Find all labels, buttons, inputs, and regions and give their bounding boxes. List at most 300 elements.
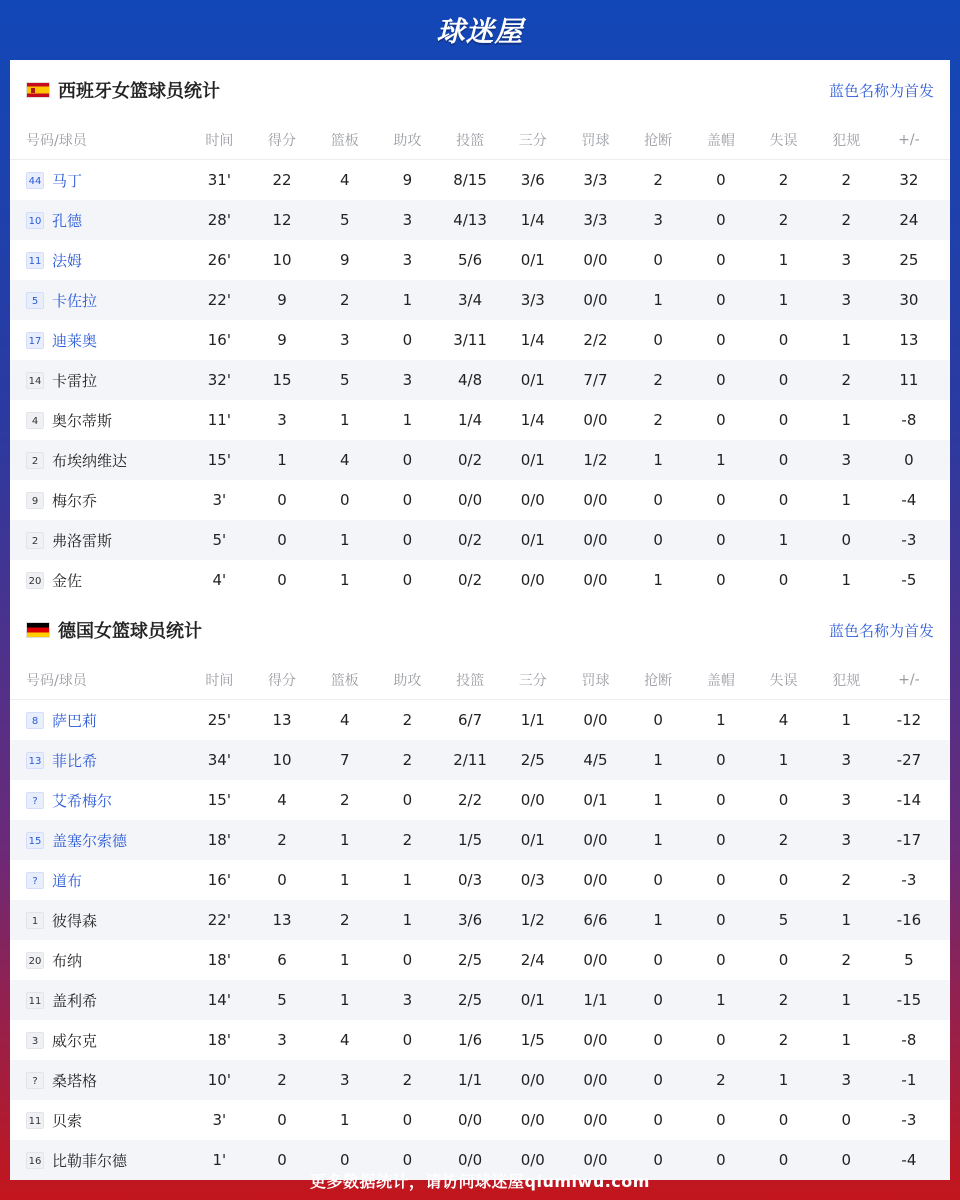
player-cell	[10, 210, 188, 231]
stat-cell: 18'	[207, 1031, 231, 1049]
player-cell	[10, 710, 188, 731]
stat-cell: 1	[653, 831, 663, 849]
column-header[interactable]: 得分	[268, 672, 297, 689]
stat-cell: 5'	[212, 531, 227, 549]
stat-cell: 0	[402, 1151, 413, 1169]
stat-cell: 0	[716, 751, 726, 769]
stat-cell: 1	[778, 531, 789, 549]
player-cell	[10, 410, 188, 431]
stat-cell: 0/0	[520, 1111, 545, 1129]
stat-cell: 0	[277, 871, 287, 889]
stat-cell: 3	[402, 251, 413, 269]
stat-cell: 2/2	[583, 331, 608, 349]
column-header[interactable]: 三分	[518, 672, 547, 689]
stat-cell: 2	[277, 831, 287, 849]
column-header[interactable]: 罚球	[581, 132, 610, 149]
team-header	[10, 600, 950, 660]
player-name[interactable]: 道布	[52, 871, 83, 890]
stat-cell: 0	[778, 331, 789, 349]
jersey-number-badge: 15	[26, 832, 44, 849]
stat-cell: 0	[904, 451, 914, 469]
stat-cell: 0	[778, 871, 789, 889]
stat-cell: 0	[716, 411, 726, 429]
stat-cell: 3	[277, 1031, 287, 1049]
stat-cell: 3	[277, 411, 287, 429]
stat-cell: 0	[653, 871, 663, 889]
stat-cell: 4	[339, 451, 350, 469]
player-cell	[10, 570, 188, 591]
stat-cell: -3	[901, 531, 917, 549]
player-cell	[10, 950, 188, 971]
stat-cell: 15	[272, 371, 292, 389]
stat-cell: 2	[841, 951, 851, 969]
stat-cell: 2/11	[453, 751, 487, 769]
stat-cell: 1/1	[458, 1071, 483, 1089]
stat-cell: 0	[716, 791, 726, 809]
player-name[interactable]: 梅尔乔	[52, 491, 98, 510]
player-name[interactable]: 贝索	[52, 1111, 83, 1130]
jersey-number-badge: 10	[26, 212, 44, 229]
stat-cell: 0	[402, 791, 413, 809]
stat-cell: 3	[841, 291, 851, 309]
table-row	[10, 520, 950, 560]
stat-cell: 0	[653, 1071, 663, 1089]
jersey-number-badge: 14	[26, 372, 44, 389]
stat-cell: 3	[841, 791, 851, 809]
player-name[interactable]: 卡佐拉	[52, 291, 98, 310]
stat-cell: 2/5	[458, 991, 483, 1009]
stat-cell: 1	[716, 991, 726, 1009]
stat-cell: 0/3	[458, 871, 483, 889]
jersey-number-badge: 11	[26, 1112, 44, 1129]
site-logo: 球迷屋	[436, 15, 524, 48]
player-cell	[10, 490, 188, 511]
stat-cell: 22'	[207, 911, 231, 929]
stat-cell: -14	[896, 791, 922, 809]
stat-cell: 4	[339, 711, 350, 729]
jersey-number-badge: 13	[26, 752, 44, 769]
stat-cell: 1/4	[520, 411, 545, 429]
table-row	[10, 320, 950, 360]
column-header[interactable]: +/-	[898, 131, 920, 148]
table-row	[10, 480, 950, 520]
stat-cell: 0/0	[458, 491, 483, 509]
stat-cell: 0	[716, 871, 726, 889]
column-header[interactable]: 盖帽	[706, 672, 735, 689]
stat-cell: 3	[841, 451, 851, 469]
column-header[interactable]: 篮板	[330, 132, 359, 149]
stat-cell: 7	[339, 751, 350, 769]
stat-cell: 3	[841, 751, 851, 769]
player-name[interactable]: 盖塞尔索德	[52, 831, 128, 850]
stat-cell: 9	[402, 171, 413, 189]
column-header[interactable]: 助攻	[393, 672, 422, 689]
stat-cell: -12	[896, 711, 922, 729]
player-name[interactable]: 布纳	[52, 951, 83, 970]
player-cell	[10, 830, 188, 851]
stat-cell: 2	[841, 871, 851, 889]
stat-cell: 0/1	[583, 791, 608, 809]
stat-cell: -5	[901, 571, 917, 589]
stat-cell: 1/4	[520, 211, 545, 229]
player-name[interactable]: 盖利希	[52, 991, 98, 1010]
stat-cell: 2	[339, 911, 350, 929]
stat-cell: 14'	[207, 991, 231, 1009]
stat-cell: 3/6	[520, 171, 545, 189]
stat-cell: 2	[716, 1071, 726, 1089]
stat-cell: 0/1	[520, 251, 545, 269]
stat-cell: 10	[272, 251, 292, 269]
stat-cell: 3/11	[453, 331, 487, 349]
stat-cell: 0	[778, 1111, 789, 1129]
jersey-number-badge: 3	[26, 1032, 44, 1049]
column-header[interactable]: 时间	[205, 672, 234, 689]
stat-cell: 0	[653, 251, 663, 269]
stat-cell: 5	[778, 911, 789, 929]
stat-cell: 0	[402, 1111, 413, 1129]
player-name[interactable]: 布埃纳维达	[52, 451, 128, 470]
stat-cell: 0/0	[583, 411, 608, 429]
table-row	[10, 1100, 950, 1140]
stat-cell: 2/4	[520, 951, 545, 969]
stat-cell: 0/1	[520, 451, 545, 469]
stat-cell: 3	[402, 991, 413, 1009]
jersey-number-badge: ?	[26, 792, 44, 809]
stat-cell: -27	[896, 751, 922, 769]
stat-cell: 0	[716, 911, 726, 929]
stat-cell: 1/5	[458, 831, 483, 849]
stat-cell: 0/2	[458, 451, 483, 469]
stat-cell: 28'	[207, 211, 231, 229]
stat-cell: 0	[841, 531, 851, 549]
stat-cell: 1/4	[458, 411, 483, 429]
player-name[interactable]: 卡雷拉	[52, 371, 98, 390]
stat-cell: 3	[402, 371, 413, 389]
stat-cell: 3'	[212, 1111, 227, 1129]
stat-cell: 0	[402, 331, 413, 349]
team-header	[10, 60, 950, 120]
column-header[interactable]: 助攻	[393, 132, 422, 149]
player-name[interactable]: 菲比希	[52, 751, 98, 770]
stat-cell: 1/2	[583, 451, 608, 469]
stat-cell: 2	[653, 171, 663, 189]
player-name[interactable]: 金佐	[52, 571, 83, 590]
stat-cell: 9	[339, 251, 350, 269]
jersey-number-badge: 17	[26, 332, 44, 349]
jersey-number-badge: 11	[26, 252, 44, 269]
stat-cell: 0	[716, 491, 726, 509]
stat-cell: 1	[841, 411, 851, 429]
stat-cell: 2	[778, 991, 789, 1009]
column-header[interactable]: 篮板	[330, 672, 359, 689]
stat-cell: 0	[716, 371, 726, 389]
stat-cell: 2	[339, 791, 350, 809]
stat-cell: 11	[899, 371, 919, 389]
jersey-number-badge: ?	[26, 872, 44, 889]
stat-cell: 0/0	[583, 491, 608, 509]
player-cell	[10, 990, 188, 1011]
stat-cell: 1	[402, 911, 413, 929]
stat-cell: 3/4	[458, 291, 483, 309]
stat-cell: 15'	[207, 451, 231, 469]
stat-cell: -8	[901, 411, 917, 429]
stat-cell: 4'	[212, 571, 227, 589]
stat-cell: 3	[402, 211, 413, 229]
stat-cell: 1	[653, 751, 663, 769]
stat-cell: 13	[272, 911, 292, 929]
table-row	[10, 780, 950, 820]
table-row	[10, 560, 950, 600]
column-header[interactable]: 犯规	[832, 132, 861, 149]
stat-cell: 2/2	[458, 791, 483, 809]
stat-cell: -4	[901, 491, 917, 509]
stat-cell: 3	[339, 1071, 350, 1089]
stat-cell: 4	[339, 171, 350, 189]
stat-cell: 0	[339, 491, 350, 509]
player-cell	[10, 290, 188, 311]
stat-cell: 0	[716, 291, 726, 309]
stat-cell: 0/0	[458, 1151, 483, 1169]
stat-cell: 1	[653, 291, 663, 309]
stat-cell: 0/0	[458, 1111, 483, 1129]
stat-cell: 0	[716, 331, 726, 349]
stat-cell: 1'	[212, 1151, 227, 1169]
stat-cell: 0	[716, 831, 726, 849]
table-row	[10, 1020, 950, 1060]
column-header[interactable]: 号码/球员	[26, 672, 87, 689]
player-name[interactable]: 桑塔格	[52, 1071, 98, 1090]
stat-cell: 11'	[207, 411, 231, 429]
stat-cell: 4	[277, 791, 287, 809]
stat-cell: 25	[899, 251, 919, 269]
team-title: 西班牙女篮球员统计	[58, 81, 220, 102]
column-header[interactable]: 投篮	[456, 672, 485, 689]
column-header[interactable]: 失误	[769, 672, 798, 689]
stat-cell: 0	[716, 951, 726, 969]
column-header[interactable]: 犯规	[832, 672, 861, 689]
column-header[interactable]: 抢断	[644, 672, 673, 689]
player-name[interactable]: 萨巴莉	[52, 711, 98, 730]
stat-cell: 0	[716, 1151, 726, 1169]
stat-cell: 0	[277, 571, 287, 589]
stat-cell: 10'	[207, 1071, 231, 1089]
stat-cell: 1	[339, 991, 350, 1009]
table-row	[10, 740, 950, 780]
table-row	[10, 900, 950, 940]
stat-cell: 0	[778, 571, 789, 589]
jersey-number-badge: 2	[26, 452, 44, 469]
column-header[interactable]: 盖帽	[706, 132, 735, 149]
stat-cell: 1	[277, 451, 287, 469]
player-cell	[10, 250, 188, 271]
stat-cell: 0/1	[520, 831, 545, 849]
player-name[interactable]: 艾希梅尔	[52, 791, 113, 810]
player-cell	[10, 1070, 188, 1091]
stat-cell: 1	[778, 1071, 789, 1089]
stat-cell: 2	[841, 171, 851, 189]
table-row	[10, 240, 950, 280]
stat-cell: 0	[653, 1031, 663, 1049]
stat-cell: 30	[899, 291, 919, 309]
stat-cell: 0	[653, 491, 663, 509]
stat-cell: 0	[778, 491, 789, 509]
stat-cell: 0	[778, 1151, 789, 1169]
stat-cell: 1	[402, 291, 413, 309]
germany-flag-icon	[26, 622, 50, 638]
jersey-number-badge: 5	[26, 292, 44, 309]
stat-cell: 2	[841, 371, 851, 389]
stat-cell: 4/5	[583, 751, 608, 769]
stat-cell: 2	[778, 211, 789, 229]
stat-cell: 0	[716, 1031, 726, 1049]
stat-cell: 2	[841, 211, 851, 229]
stats-table	[10, 660, 950, 1180]
stat-cell: -15	[896, 991, 922, 1009]
stat-cell: 0/0	[520, 491, 545, 509]
stat-cell: 0	[653, 1151, 663, 1169]
stat-cell: 12	[272, 211, 292, 229]
team-title: 德国女篮球员统计	[58, 621, 202, 642]
stat-cell: 0	[778, 951, 789, 969]
stat-cell: 0	[716, 1111, 726, 1129]
stat-cell: 0	[653, 531, 663, 549]
stat-cell: 2	[402, 831, 413, 849]
jersey-number-badge: 4	[26, 412, 44, 429]
table-row	[10, 1060, 950, 1100]
stat-cell: 1	[402, 411, 413, 429]
stat-cell: 0	[778, 411, 789, 429]
player-cell	[10, 750, 188, 771]
stat-cell: 3/3	[520, 291, 545, 309]
column-header[interactable]: 时间	[205, 132, 234, 149]
stat-cell: 13	[899, 331, 919, 349]
top-banner	[0, 0, 960, 60]
jersey-number-badge: 20	[26, 952, 44, 969]
jersey-number-badge: 20	[26, 572, 44, 589]
stat-cell: 32'	[207, 371, 231, 389]
jersey-number-badge: 2	[26, 532, 44, 549]
stat-cell: 6	[277, 951, 287, 969]
column-header[interactable]: 投篮	[456, 132, 485, 149]
column-header[interactable]: 号码/球员	[26, 132, 87, 149]
stat-cell: 0	[841, 1151, 851, 1169]
player-name[interactable]: 迪莱奥	[52, 331, 98, 350]
stat-cell: 5	[277, 991, 287, 1009]
stat-cell: 1/6	[458, 1031, 483, 1049]
footer-text[interactable]: 更多数据统计，请访问球迷屋qiumiwu.com	[310, 1171, 650, 1191]
table-header-row	[10, 120, 950, 160]
stat-cell: 5	[904, 951, 914, 969]
player-name[interactable]: 比勒菲尔德	[52, 1151, 128, 1170]
stat-cell: 1	[339, 871, 350, 889]
stat-cell: 0/0	[520, 791, 545, 809]
stat-cell: 3	[841, 251, 851, 269]
stat-cell: 0/0	[583, 291, 608, 309]
stat-cell: 2	[402, 751, 413, 769]
stat-cell: 34'	[207, 751, 231, 769]
stat-cell: 10	[272, 751, 292, 769]
stat-cell: 0	[716, 171, 726, 189]
column-header[interactable]: 得分	[268, 132, 297, 149]
stat-cell: 0/0	[520, 571, 545, 589]
stat-cell: 2	[653, 411, 663, 429]
jersey-number-badge: ?	[26, 1072, 44, 1089]
stat-cell: 8/15	[453, 171, 487, 189]
stat-cell: 5	[339, 371, 350, 389]
column-header[interactable]: 罚球	[581, 672, 610, 689]
table-row	[10, 160, 950, 200]
stat-cell: 1	[778, 291, 789, 309]
player-name[interactable]: 威尔克	[52, 1031, 98, 1050]
stat-cell: -4	[901, 1151, 917, 1169]
jersey-number-badge: 8	[26, 712, 44, 729]
stat-cell: 0	[402, 531, 413, 549]
stat-cell: 0	[778, 451, 789, 469]
stat-cell: 2	[402, 1071, 413, 1089]
player-name[interactable]: 弗洛雷斯	[52, 531, 113, 550]
stat-cell: 0/1	[520, 371, 545, 389]
stat-cell: 1	[339, 831, 350, 849]
player-cell	[10, 870, 188, 891]
stat-cell: 0/0	[583, 1151, 608, 1169]
stat-cell: 1	[841, 1031, 851, 1049]
stat-cell: 3	[653, 211, 663, 229]
stat-cell: 2	[277, 1071, 287, 1089]
stat-cell: 0	[277, 491, 287, 509]
stat-cell: 5	[339, 211, 350, 229]
stat-cell: 4/8	[458, 371, 483, 389]
stat-cell: 18'	[207, 831, 231, 849]
stats-table	[10, 120, 950, 600]
player-cell	[10, 1030, 188, 1051]
column-header[interactable]: 失误	[769, 132, 798, 149]
player-name[interactable]: 马丁	[52, 171, 83, 190]
table-row	[10, 440, 950, 480]
stat-cell: 0	[653, 711, 663, 729]
column-header[interactable]: 三分	[518, 132, 547, 149]
player-name[interactable]: 彼得森	[52, 911, 98, 930]
stat-cell: 0/2	[458, 571, 483, 589]
stat-cell: 0/0	[583, 1071, 608, 1089]
stat-cell: 0	[277, 1151, 287, 1169]
stat-cell: 0	[653, 991, 663, 1009]
stat-cell: 4/13	[453, 211, 487, 229]
stat-cell: 0	[716, 571, 726, 589]
stat-cell: 32	[899, 171, 919, 189]
stat-cell: 1/5	[520, 1031, 545, 1049]
stat-cell: 1	[402, 871, 413, 889]
player-name[interactable]: 孔德	[52, 211, 83, 230]
stat-cell: 0/0	[583, 871, 608, 889]
column-header[interactable]: 抢断	[644, 132, 673, 149]
stat-cell: 2	[778, 1031, 789, 1049]
stat-cell: 0	[778, 371, 789, 389]
stat-cell: 1	[841, 911, 851, 929]
stat-cell: 0	[778, 791, 789, 809]
stat-cell: 0/1	[520, 531, 545, 549]
stat-cell: 1	[339, 1111, 350, 1129]
jersey-number-badge: 16	[26, 1152, 44, 1169]
column-header[interactable]: +/-	[898, 671, 920, 688]
stat-cell: 1	[841, 331, 851, 349]
table-row	[10, 280, 950, 320]
stat-cell: 15'	[207, 791, 231, 809]
player-name[interactable]: 奥尔蒂斯	[52, 411, 113, 430]
stat-cell: 1	[841, 711, 851, 729]
stat-cell: 26'	[207, 251, 231, 269]
player-name[interactable]: 法姆	[52, 251, 83, 270]
stat-cell: 0/2	[458, 531, 483, 549]
